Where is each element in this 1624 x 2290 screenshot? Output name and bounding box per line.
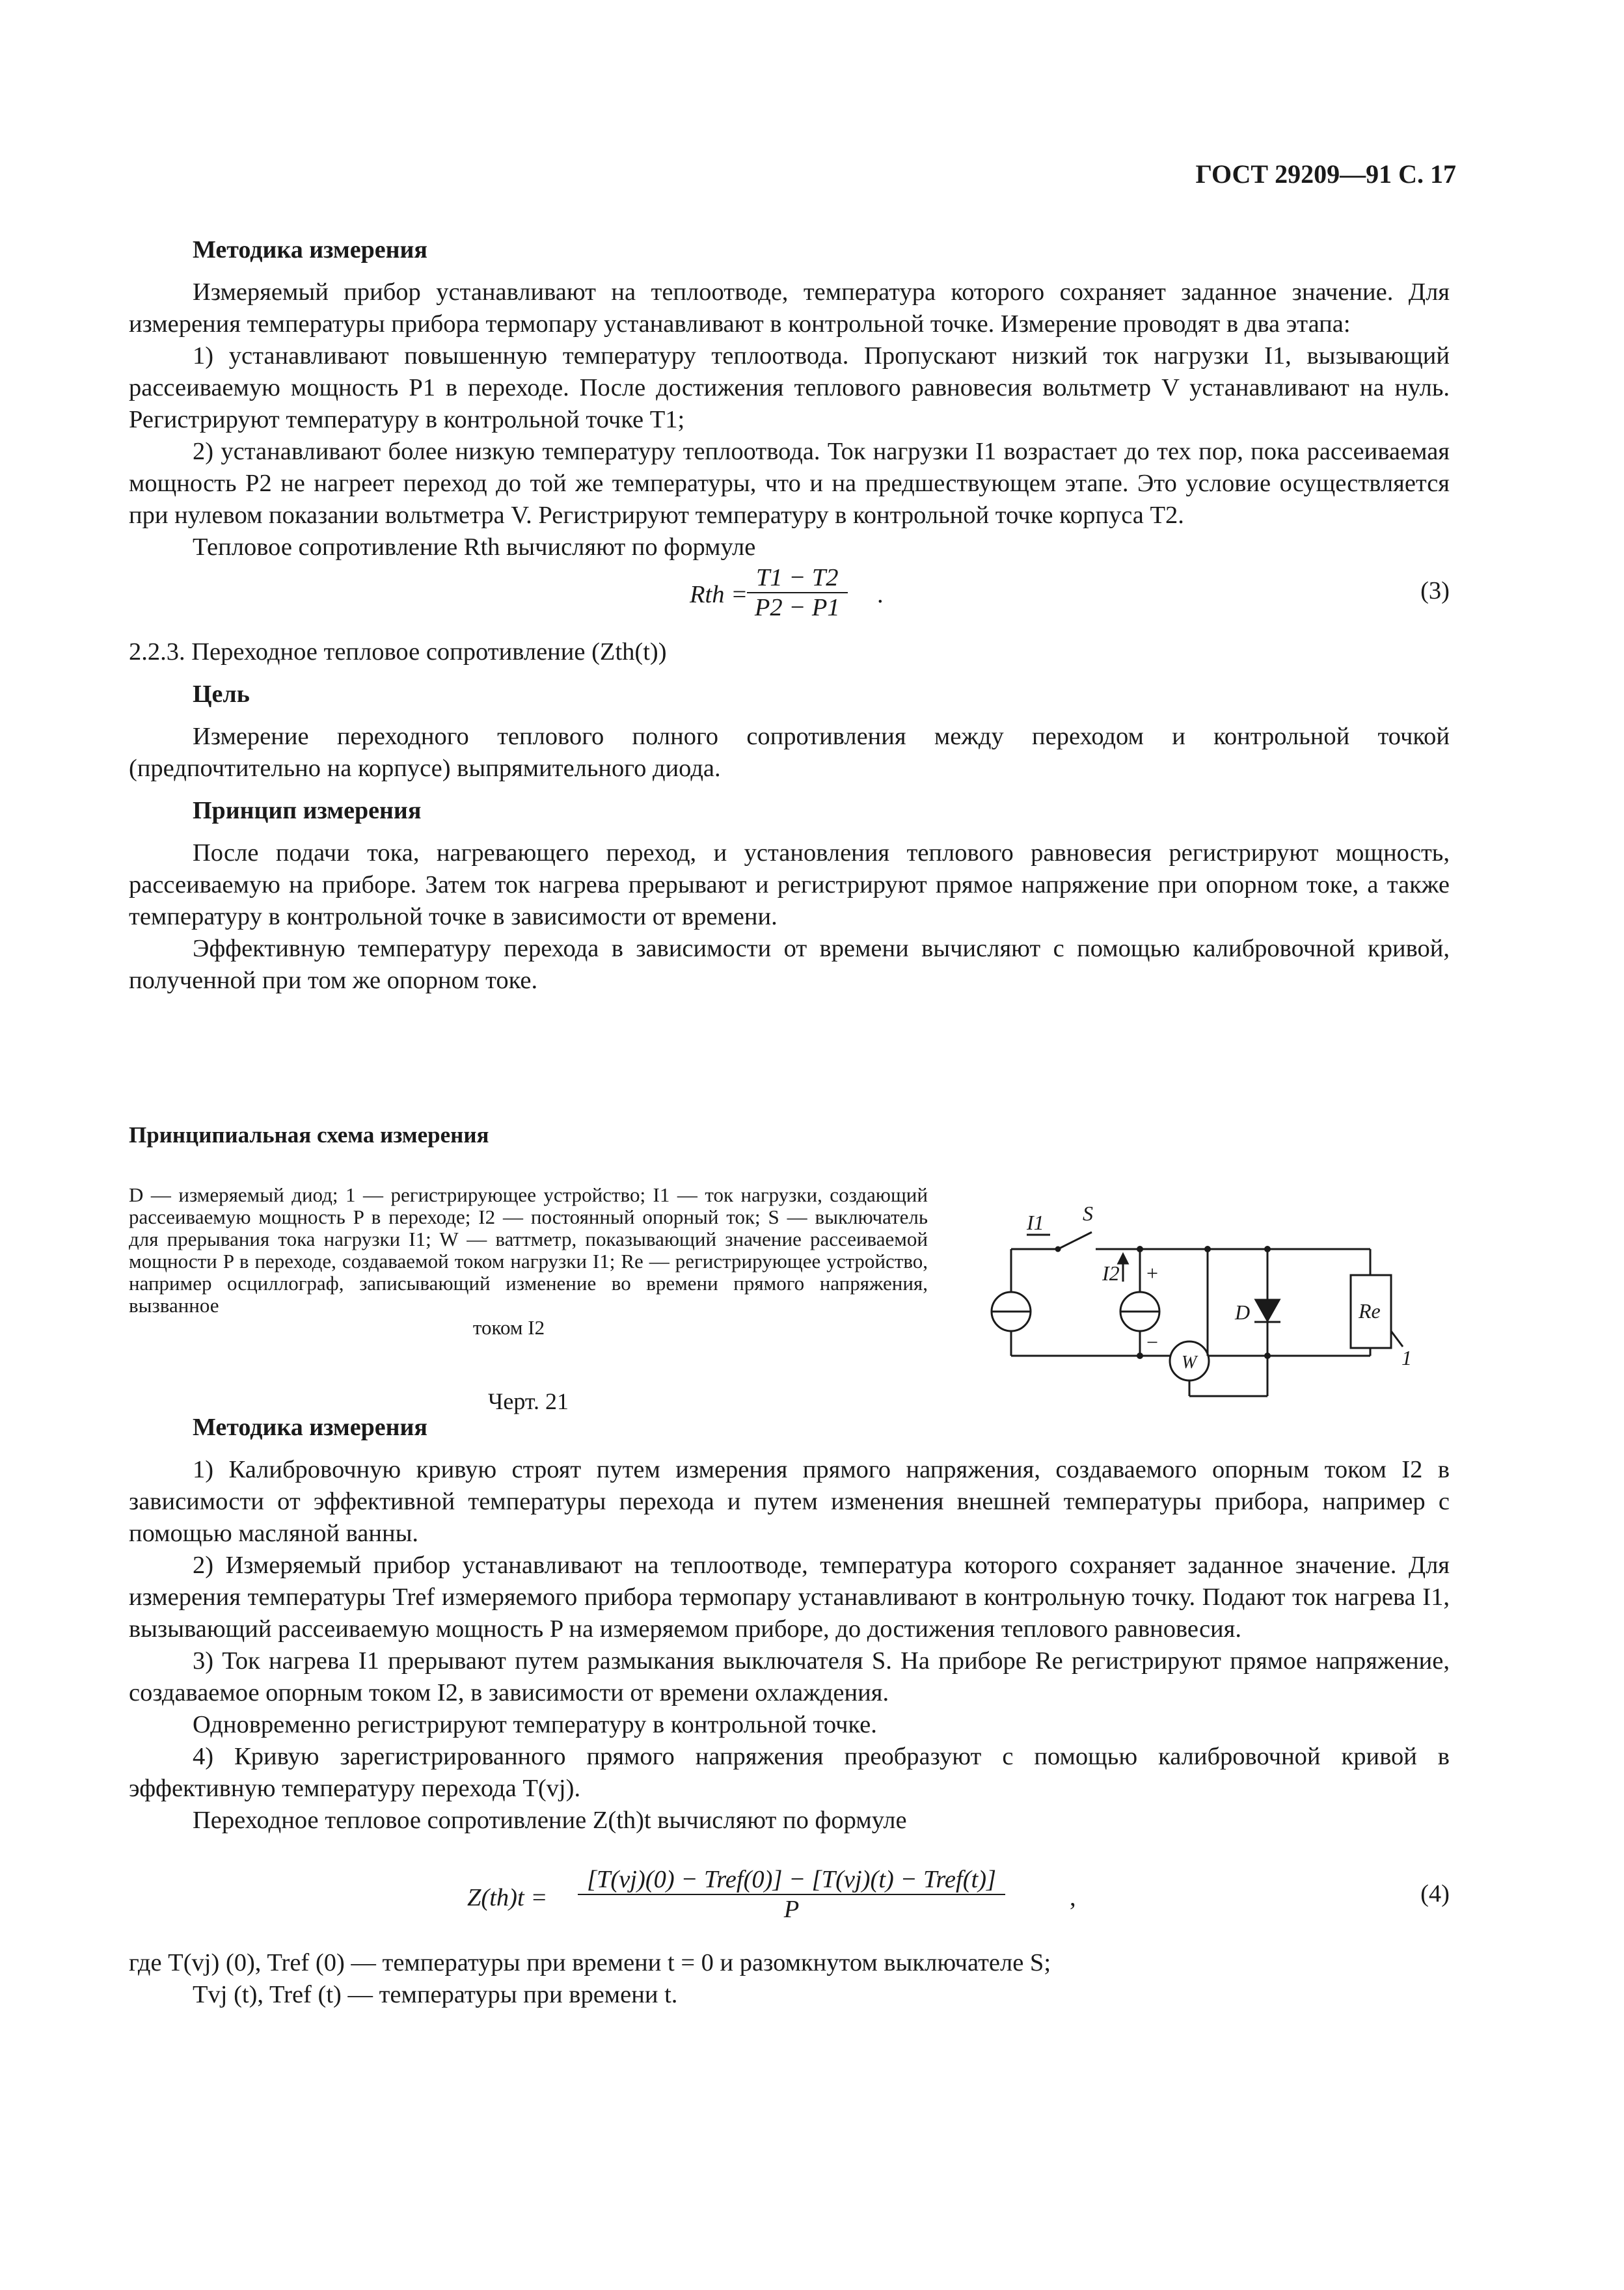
figure-21 (129, 1119, 1450, 1425)
paragraph-formula-intro: Тепловое сопротивление Rth вычисляют по формуле (193, 533, 756, 561)
label-re: Re (1359, 1299, 1381, 1323)
formula-3-lhs: Rth = (690, 581, 748, 608)
label-w: W (1182, 1353, 1197, 1373)
paragraph-step-3: 3) Ток нагрева I1 прерывают путем размыкания выключателя S. На приборе Re регистрируют прямое напряжение, создаваемое опорным током I2, в зависимости от времени охлаждения. (129, 1647, 1450, 1706)
formula-4-lhs: Z(th)t = (467, 1884, 548, 1911)
diode-d (1256, 1300, 1279, 1321)
heading-principle: Принцип измерения (193, 797, 422, 824)
where-line-2: Tvj (t), Tref (t) — температуры при времени t. (193, 1981, 678, 2008)
label-plus: + (1146, 1261, 1159, 1285)
formula-3-denominator: P2 − P1 (754, 594, 840, 621)
node-dot (1137, 1353, 1143, 1359)
formula-3 (129, 563, 1450, 636)
heading-measurement-method: Методика измерения (193, 1414, 427, 1441)
paragraph-step-2: 2) устанавливают более низкую температуру теплоотвода. Ток нагрузки I1 возрастает до тех пор, пока рассеиваемая мощность P2 не нагреет переход до той же температуры, что и на предшествующем этапе. Это условие осуществляется при нулевом показании вольтметра V. Регистрируют температуру в контрольной точке корпуса T2. (129, 438, 1450, 529)
paragraph-step-4: 4) Кривую зарегистрированного прямого напряжения преобразуют с помощью калибровочной кривой в эффективную температуру перехода T(vj). (129, 1743, 1450, 1802)
formula-4-numerator: [T(vj)(0) − Tref(0)] − [T(vj)(t) − Tref(t)] (578, 1865, 1005, 1895)
formula-3-number: (3) (1420, 577, 1450, 604)
formula-4-trail: , (1070, 1884, 1076, 1911)
circuit-diagram (986, 1184, 1455, 1405)
section-measurement-method-2 (129, 1412, 1450, 2011)
formula-4 (129, 1837, 1450, 1947)
node-dot (1264, 1246, 1271, 1252)
paragraph: Измеряемый прибор устанавливают на теплоотводе, температура которого сохраняет заданное значение. Для измерения температуры прибора термопару устанавливают в контрольной точке. Измерение проводят в два этапа: (129, 278, 1450, 338)
formula-4-fraction (578, 1865, 1005, 1924)
paragraph-goal: Измерение переходного теплового полного сопротивления между переходом и контрольной точкой (предпочтительно на корпусе) выпрямительного диода. (129, 723, 1450, 782)
arrow-i2-head (1118, 1254, 1128, 1263)
node-dot (1204, 1246, 1211, 1252)
figure-legend-text: D — измеряемый диод; 1 — регистрирующее устройство; I1 — ток нагрузки, создающий рассеиваемую мощность P в переходе; I2 — постоянный опорный ток; S — выключатель для прерывания тока нагрузки I1; W — ваттметр, показывающий значение рассеиваемой мощности P в переходе, создаваемой током нагрузки I1; Re — регистрирующее устройство, например осциллограф, записывающий изменение во времени прямого напряжения, вызванное (129, 1183, 928, 1317)
paragraph-principle-2: Эффективную температуру перехода в зависимости от времени вычисляют с помощью калибровочной кривой, полученной при том же опорном токе. (129, 935, 1450, 994)
section-title-2-2-3: 2.2.3. Переходное тепловое сопротивление (Zth(t)) (129, 638, 667, 666)
formula-3-numerator: T1 − T2 (747, 563, 848, 593)
paragraph-step-1: 1) Калибровочную кривую строят путем измерения прямого напряжения, создаваемого опорным током I2 в зависимости от эффективной температуры перехода и путем изменения внешней температуры прибора, например с помощью масляной ванны. (129, 1456, 1450, 1547)
label-d: D (1235, 1300, 1251, 1324)
figure-legend (129, 1184, 928, 1339)
page-header: ГОСТ 29209—91 С. 17 (1195, 159, 1456, 189)
figure-caption: Черт. 21 (488, 1388, 569, 1414)
label-minus: − (1146, 1330, 1159, 1354)
label-i2: I2 (1102, 1261, 1120, 1285)
node-dot (1137, 1246, 1143, 1252)
where-line-1: где T(vj) (0), Tref (0) — температуры при времени t = 0 и разомкнутом выключателе S; (129, 1949, 1051, 1976)
switch-contact (1056, 1247, 1060, 1251)
heading-goal: Цель (193, 680, 250, 708)
label-i1: I1 (1027, 1211, 1044, 1234)
formula-3-trail: . (877, 581, 884, 608)
leader-line (1391, 1331, 1403, 1347)
paragraph: Одновременно регистрируют температуру в контрольной точке. (193, 1711, 877, 1738)
figure-title: Принципиальная схема измерения (129, 1122, 489, 1148)
node-dot (1264, 1353, 1271, 1359)
paragraph-principle-1: После подачи тока, нагревающего переход, и установления теплового равновесия регистрируют мощность, рассеиваемую на приборе. Затем ток нагрева прерывают и регистрируют прямое напряжение при опорном токе, а также температуру в контрольной точке в зависимости от времени. (129, 839, 1450, 930)
formula-4-number: (4) (1420, 1880, 1450, 1907)
formula-3-fraction (747, 563, 848, 622)
label-1: 1 (1401, 1346, 1412, 1369)
paragraph-step-1: 1) устанавливают повышенную температуру теплоотвода. Пропускают низкий ток нагрузки I1, вызывающий рассеиваемую мощность P1 в переходе. После достижения теплового равновесия вольтметр V устанавливают на нуль. Регистрируют температуру в контрольной точке T1; (129, 342, 1450, 433)
label-s: S (1083, 1202, 1093, 1225)
figure-legend-tail: током I2 (472, 1316, 545, 1339)
heading-measurement-method: Методика измерения (193, 236, 427, 263)
formula-4-denominator: P (783, 1896, 800, 1923)
paragraph-formula-intro: Переходное тепловое сопротивление Z(th)t вычисляют по формуле (193, 1807, 907, 1834)
section-measurement-method-1 (129, 234, 1450, 997)
paragraph-step-2: 2) Измеряемый прибор устанавливают на теплоотводе, температура которого сохраняет заданное значение. Для измерения температуры Tref измеряемого прибора термопару устанавливают в контрольную точку. Подают ток нагрева I1, вызывающий рассеиваемую мощность P на измеряемом приборе, до достижения теплового равновесия. (129, 1552, 1450, 1643)
switch-s (1058, 1232, 1092, 1249)
